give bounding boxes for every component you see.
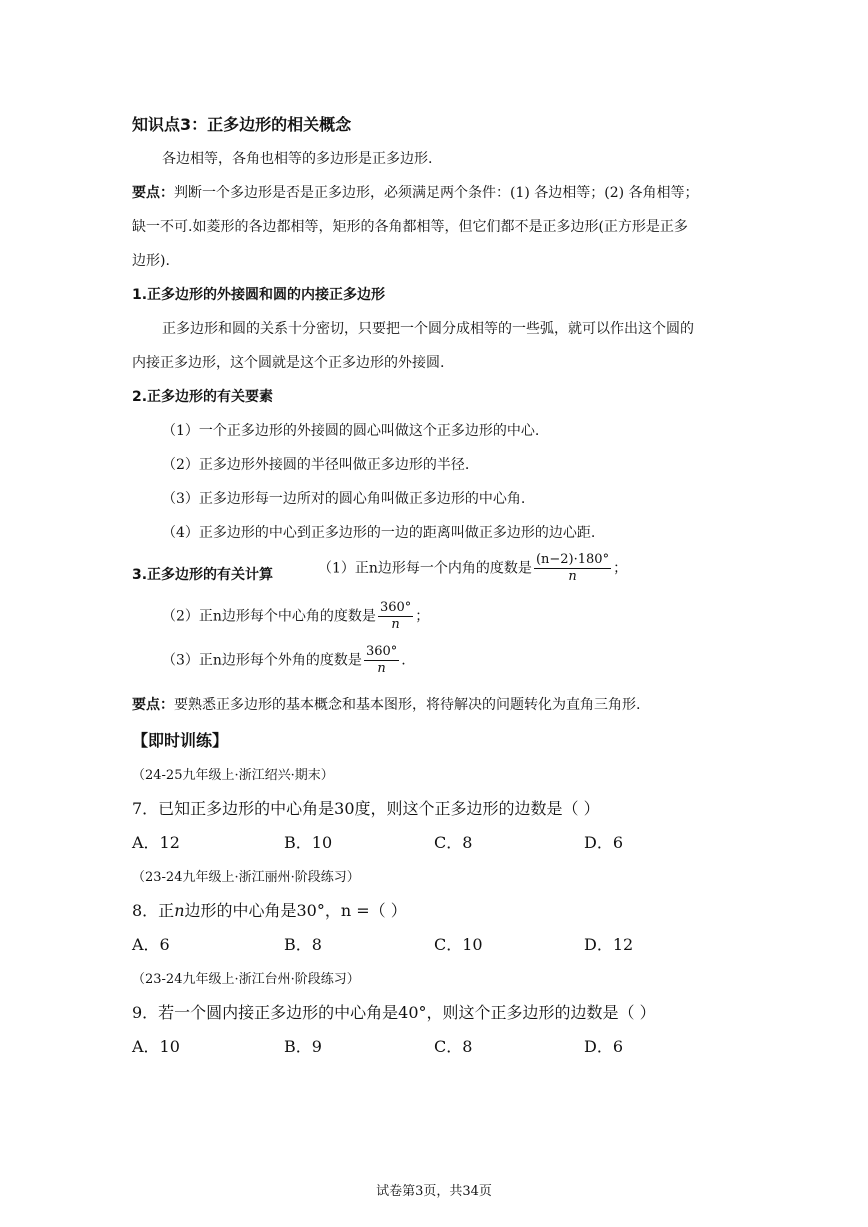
calc-central-angle — [162, 600, 429, 633]
key-point-label: 要点： — [132, 185, 174, 201]
key-point-text-1: 判断一个多边形是否是正多边形，必须满足两个条件：(1) 各边相等；(2) 各角相等； — [174, 185, 699, 201]
question-9-option-d[interactable]: D．6 — [584, 1037, 624, 1056]
key-point-text-3: 边形). — [132, 253, 170, 269]
key-point-text-2: 缺一不可.如菱形的各边都相等，矩形的各角都相等，但它们都不是正多边形(正方形是正多 — [132, 219, 688, 235]
question-7-source: （24-25九年级上·浙江绍兴·期末） — [132, 768, 334, 783]
question-9-stem: 9．若一个圆内接正多边形的中心角是40°，则这个正多边形的边数是（ ） — [132, 1003, 656, 1022]
fraction-numerator: 360° — [365, 644, 398, 659]
element-item-1: （1）一个正多边形的外接圆的圆心叫做这个正多边形的中心. — [162, 423, 540, 439]
question-9-option-a[interactable]: A．10 — [132, 1037, 180, 1056]
subsection-2-title: 2.正多边形的有关要素 — [132, 389, 274, 405]
page-footer: 试卷第3页，共34页 — [376, 1184, 492, 1199]
calc-2-suffix: ； — [415, 608, 430, 625]
fraction-denominator: n — [568, 569, 577, 584]
training-heading: 【即时训练】 — [132, 731, 229, 750]
fraction-denominator: n — [391, 617, 400, 632]
definition-text: 各边相等，各角也相等的多边形是正多边形. — [162, 151, 433, 167]
section-title: 知识点3：正多边形的相关概念 — [132, 115, 352, 134]
question-9-option-b[interactable]: B．9 — [284, 1037, 322, 1056]
element-item-4: （4）正多边形的中心到正多边形的一边的距离叫做正多边形的边心距. — [162, 525, 596, 541]
calc-2-prefix: （2）正n边形每个中心角的度数是 — [162, 608, 376, 625]
calc-exterior-angle — [162, 644, 406, 677]
calc-3-prefix: （3）正n边形每个外角的度数是 — [162, 652, 362, 669]
calc-3-suffix: . — [401, 652, 406, 669]
question-8-option-a[interactable]: A．6 — [132, 935, 170, 954]
subsection-1-title: 1.正多边形的外接圆和圆的内接正多边形 — [132, 287, 386, 303]
question-9-source: （23-24九年级上·浙江台州·阶段练习） — [132, 972, 360, 987]
question-8-stem-c: n =（ ） — [340, 901, 407, 920]
key-point-2-label: 要点： — [132, 697, 174, 713]
question-8-variable-n: n — [174, 901, 185, 920]
fraction-numerator: (n−2)·180° — [535, 552, 610, 567]
calc-1-suffix: ； — [613, 560, 628, 577]
element-item-2: （2）正多边形外接圆的半径叫做正多边形的半径. — [162, 457, 470, 473]
central-angle-fraction — [378, 600, 413, 633]
key-point-2 — [132, 694, 640, 714]
question-8-source: （23-24九年级上·浙江丽州·阶段练习） — [132, 870, 360, 885]
question-7-stem: 7．已知正多边形的中心角是30度，则这个正多边形的边数是（ ） — [132, 799, 600, 818]
interior-angle-fraction — [534, 552, 611, 585]
question-8-stem — [132, 898, 407, 921]
element-item-3: （3）正多边形每一边所对的圆心角叫做正多边形的中心角. — [162, 491, 526, 507]
calc-1-prefix: （1）正n边形每一个内角的度数是 — [318, 560, 532, 577]
question-7-option-a[interactable]: A．12 — [132, 833, 180, 852]
question-8-option-c[interactable]: C．10 — [434, 935, 483, 954]
question-7-option-c[interactable]: C．8 — [434, 833, 473, 852]
exterior-angle-fraction — [364, 644, 399, 677]
calc-interior-angle — [318, 552, 627, 585]
question-7-option-b[interactable]: B．10 — [284, 833, 333, 852]
fraction-numerator: 360° — [379, 600, 412, 615]
question-8-stem-a: 8．正 — [132, 901, 175, 920]
subsection-1-text-2: 内接正多边形，这个圆就是这个正多边形的外接圆. — [132, 355, 445, 371]
question-8-stem-b: 边形的中心角是30°， — [184, 901, 341, 920]
subsection-3-title: 3.正多边形的有关计算 — [132, 567, 274, 583]
fraction-denominator: n — [377, 661, 386, 676]
key-point-2-text: 要熟悉正多边形的基本概念和基本图形，将待解决的问题转化为直角三角形. — [174, 697, 641, 713]
key-point-line-1 — [132, 182, 699, 202]
question-8-option-b[interactable]: B．8 — [284, 935, 322, 954]
question-7-option-d[interactable]: D．6 — [584, 833, 624, 852]
question-8-option-d[interactable]: D．12 — [584, 935, 634, 954]
subsection-1-text-1: 正多边形和圆的关系十分密切，只要把一个圆分成相等的一些弧，就可以作出这个圆的 — [162, 321, 694, 337]
question-9-option-c[interactable]: C．8 — [434, 1037, 473, 1056]
